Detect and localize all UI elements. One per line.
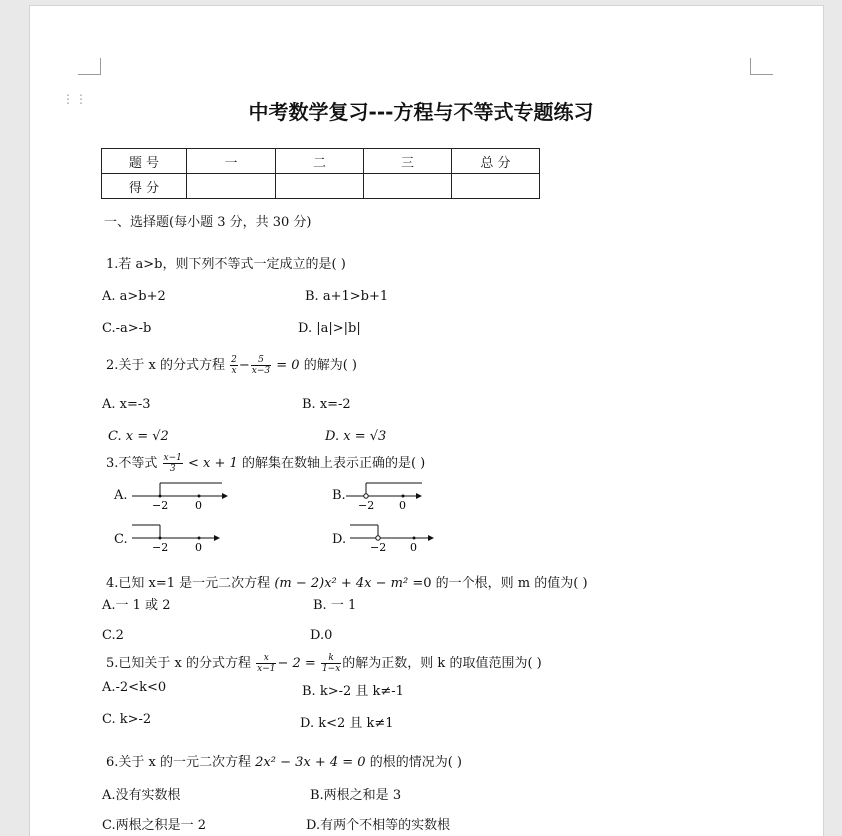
denominator: x−3: [251, 366, 271, 376]
question-5-option-b: B. k>-2 且 k≠-1: [302, 684, 404, 699]
question-6-text: 6.关于 x 的一元二次方程: [106, 755, 251, 770]
math-inequality: < x + 1: [188, 456, 238, 471]
table-cell: 题 号: [102, 149, 187, 174]
question-4-text: 4.已知 x=1 是一元二次方程: [106, 576, 271, 591]
svg-text:0: 0: [195, 541, 202, 554]
table-cell: 二: [276, 149, 364, 174]
table-cell: 总 分: [452, 149, 540, 174]
question-6-text-end: 的根的情况为( ): [369, 755, 462, 770]
question-5-option-c: C. k>-2: [102, 712, 152, 727]
math-equals: = 0: [276, 358, 300, 373]
question-1-option-d: D. |a|>|b|: [298, 321, 361, 336]
score-table-score-row: [102, 174, 540, 199]
table-cell[interactable]: [187, 174, 276, 199]
question-5-option-d: D. k<2 且 k≠1: [300, 716, 394, 731]
fraction: [230, 355, 238, 376]
question-3-stem: [106, 452, 425, 474]
math-expression: (m − 2)x² + 4x − m²: [274, 576, 409, 591]
score-table: [101, 148, 540, 199]
question-6-stem: [106, 751, 462, 770]
question-4-stem: [106, 572, 588, 591]
question-6-option-c: C.两根之积是一 2: [102, 818, 207, 833]
number-line-label-c: C.: [114, 532, 128, 547]
question-5-text: 5.已知关于 x 的分式方程: [106, 656, 251, 671]
number-line-label-b: B.: [332, 488, 346, 503]
question-2-option-a: A. x=-3: [102, 397, 151, 412]
fraction: [321, 653, 341, 674]
margin-corner-right: [750, 58, 773, 75]
question-1-option-c: C.-a>-b: [102, 321, 152, 336]
svg-text:0: 0: [410, 541, 417, 554]
question-1-option-b: B. a+1>b+1: [305, 289, 389, 304]
numerator: 5: [251, 355, 271, 366]
question-2-option-b: B. x=-2: [302, 397, 351, 412]
score-table-header-row: [102, 149, 540, 174]
question-5-option-a: A.-2<k<0: [102, 680, 167, 695]
question-4-option-d: D.0: [310, 628, 333, 643]
denominator: 1−x: [321, 664, 341, 674]
table-cell[interactable]: [364, 174, 452, 199]
denominator: 3: [169, 464, 176, 474]
denominator: x−1: [257, 664, 276, 674]
fraction: [256, 653, 276, 674]
table-cell: 一: [187, 149, 276, 174]
svg-text:0: 0: [195, 499, 202, 512]
question-5-stem: [106, 652, 542, 674]
page-title: 中考数学复习---方程与不等式专题练习: [248, 100, 594, 124]
numerator: x: [256, 653, 276, 664]
math-operator: − 2 =: [277, 656, 316, 671]
svg-text:−2: −2: [152, 541, 169, 554]
question-4-option-c: C.2: [102, 628, 124, 643]
question-6-option-a: A.没有实数根: [102, 788, 181, 803]
fraction: [251, 355, 271, 376]
question-3-text: 3.不等式: [106, 456, 158, 471]
denominator: x: [231, 366, 237, 376]
table-cell[interactable]: [276, 174, 364, 199]
question-5-text-end: 的解为正数，则 k 的取值范围为( ): [342, 656, 542, 671]
numerator: x−1: [163, 453, 182, 463]
table-move-handle-icon[interactable]: ⋮⋮: [62, 92, 88, 106]
svg-text:−2: −2: [370, 541, 387, 554]
svg-text:0: 0: [399, 499, 406, 512]
svg-text:−2: −2: [358, 499, 375, 512]
number-line-d: [350, 520, 450, 554]
number-line-c: [132, 520, 232, 554]
question-1-option-a: A. a>b+2: [102, 289, 166, 304]
question-2-text-end: 的解为( ): [303, 358, 357, 373]
svg-text:−2: −2: [152, 499, 169, 512]
question-2-option-c: C. x = √2: [108, 429, 169, 444]
table-cell: 得 分: [102, 174, 187, 199]
number-line-label-d: D.: [332, 532, 347, 547]
question-2-option-d: D. x = √3: [325, 429, 387, 444]
question-1-stem: 1.若 a>b，则下列不等式一定成立的是( ): [106, 257, 346, 272]
fraction: [163, 453, 183, 474]
numerator: k: [321, 653, 341, 664]
math-operator: −: [238, 358, 250, 373]
question-4-option-a: A.一 1 或 2: [102, 598, 171, 613]
number-line-a: [132, 478, 232, 512]
question-4-text-end: =0 的一个根，则 m 的值为( ): [412, 576, 588, 591]
question-2-text: 2.关于 x 的分式方程: [106, 358, 225, 373]
section-heading: 一、选择题(每小题 3 分，共 30 分): [104, 215, 312, 230]
question-6-option-b: B.两根之和是 3: [310, 788, 402, 803]
question-4-option-b: B. 一 1: [313, 598, 357, 613]
table-cell: 三: [364, 149, 452, 174]
margin-corner-left: [78, 58, 101, 75]
number-line-b: [346, 478, 446, 512]
numerator: 2: [231, 355, 237, 365]
question-3-text-end: 的解集在数轴上表示正确的是( ): [241, 456, 426, 471]
question-2-stem: [106, 354, 357, 376]
math-expression: 2x² − 3x + 4 = 0: [255, 755, 366, 770]
number-line-label-a: A.: [114, 488, 128, 503]
question-6-option-d: D.有两个不相等的实数根: [306, 818, 451, 833]
table-cell[interactable]: [452, 174, 540, 199]
